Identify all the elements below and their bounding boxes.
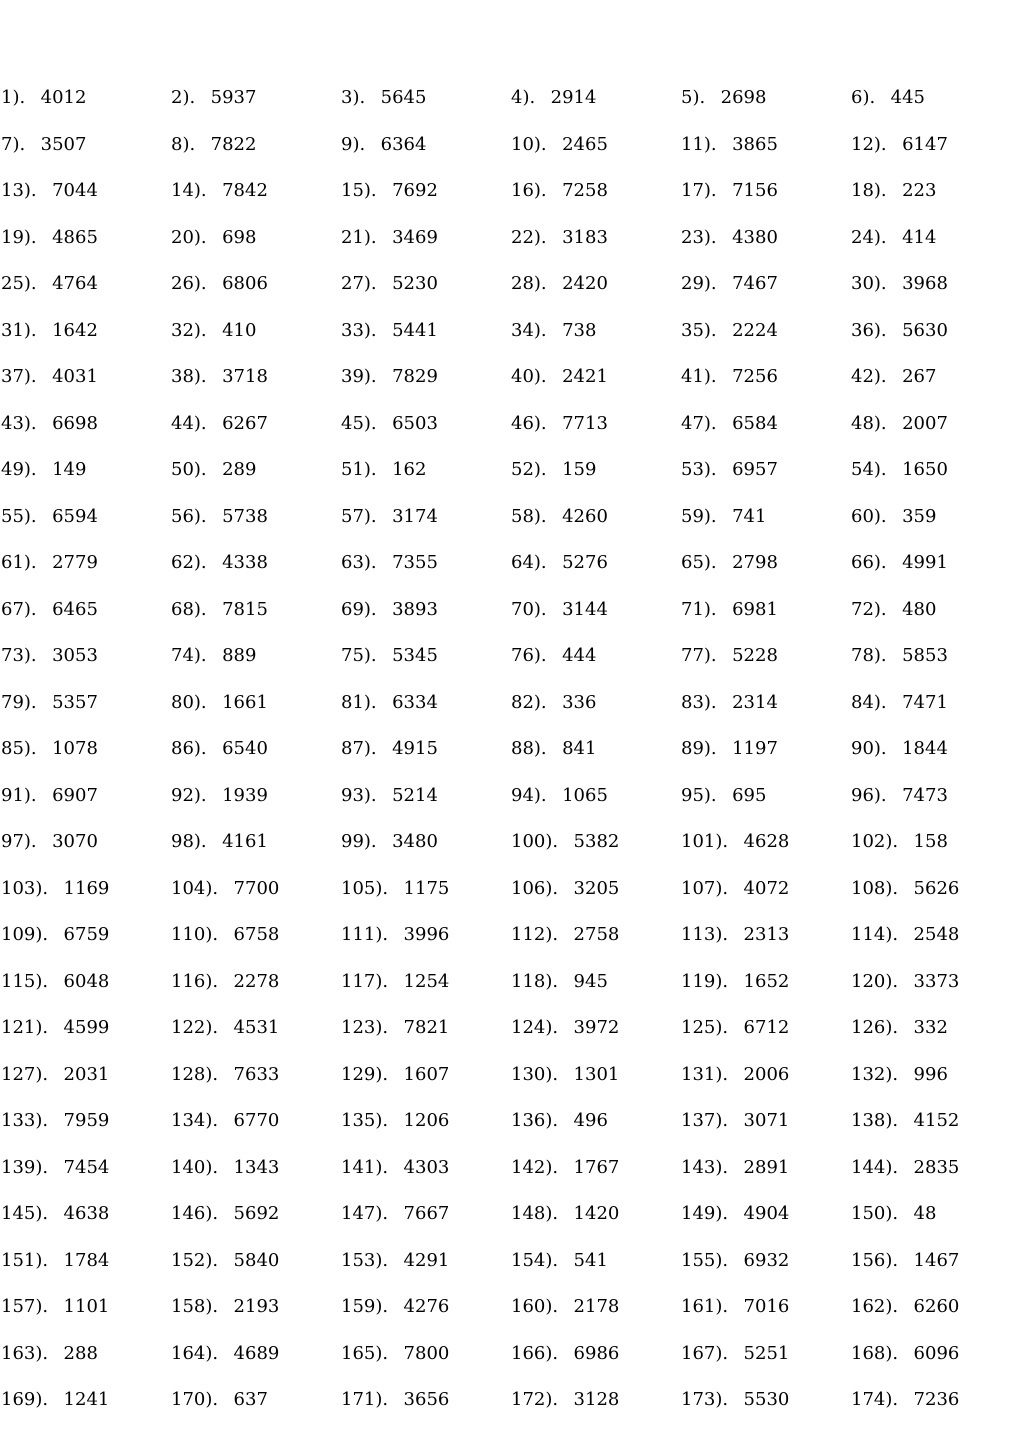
list-item: 44). 6267 (171, 412, 268, 434)
list-item: 90). 1844 (851, 738, 948, 759)
list-item: 16). 7258 (511, 180, 608, 201)
list-item: 123). 7821 (341, 1017, 450, 1038)
list-item: 65). 2798 (681, 552, 778, 573)
list-item: 41). 7256 (681, 366, 778, 387)
list-item: 28). 2420 (511, 273, 608, 294)
list-item: 105). 1175 (341, 877, 450, 899)
list-item: 143). 2891 (681, 1156, 790, 1178)
list-item: 25). 4764 (1, 273, 98, 294)
list-item: 51). 162 (341, 459, 427, 480)
list-item: 47). 6584 (681, 412, 778, 434)
list-item: 66). 4991 (851, 552, 948, 573)
list-item: 159). 4276 (341, 1296, 450, 1317)
list-item: 18). 223 (851, 180, 937, 201)
list-item: 146). 5692 (171, 1203, 280, 1224)
list-item: 31). 1642 (1, 319, 98, 341)
list-item: 68). 7815 (171, 598, 268, 620)
list-item: 112). 2758 (511, 924, 620, 945)
list-item: 80). 1661 (171, 691, 268, 713)
list-item: 84). 7471 (851, 691, 948, 713)
list-item: 11). 3865 (681, 133, 778, 155)
list-item: 172). 3128 (511, 1389, 620, 1410)
list-item: 70). 3144 (511, 598, 608, 620)
list-item: 162). 6260 (851, 1296, 960, 1317)
list-item: 86). 6540 (171, 738, 268, 759)
list-item: 100). 5382 (511, 831, 620, 852)
list-item: 120). 3373 (851, 970, 960, 992)
list-item: 154). 541 (511, 1249, 608, 1271)
list-item: 2). 5937 (171, 87, 257, 108)
list-item: 50). 289 (171, 459, 257, 480)
list-item: 138). 4152 (851, 1110, 960, 1131)
list-item: 12). 6147 (851, 133, 948, 155)
list-item: 83). 2314 (681, 691, 778, 713)
list-item: 32). 410 (171, 319, 257, 341)
list-item: 164). 4689 (171, 1342, 280, 1364)
list-item: 168). 6096 (851, 1342, 960, 1364)
list-item: 124). 3972 (511, 1017, 620, 1038)
list-item: 87). 4915 (341, 738, 438, 759)
list-item: 1). 4012 (1, 87, 87, 108)
list-item: 57). 3174 (341, 505, 438, 527)
list-item: 55). 6594 (1, 505, 98, 527)
list-item: 156). 1467 (851, 1249, 960, 1271)
list-item: 136). 496 (511, 1110, 608, 1131)
list-item: 7). 3507 (1, 133, 87, 155)
list-item: 58). 4260 (511, 505, 608, 527)
list-item: 77). 5228 (681, 645, 778, 666)
list-item: 40). 2421 (511, 366, 608, 387)
list-item: 75). 5345 (341, 645, 438, 666)
list-item: 69). 3893 (341, 598, 438, 620)
list-item: 141). 4303 (341, 1156, 450, 1178)
list-item: 94). 1065 (511, 784, 608, 806)
list-item: 160). 2178 (511, 1296, 620, 1317)
list-item: 46). 7713 (511, 412, 608, 434)
list-item: 81). 6334 (341, 691, 438, 713)
list-item: 85). 1078 (1, 738, 98, 759)
list-item: 166). 6986 (511, 1342, 620, 1364)
list-item: 76). 444 (511, 645, 597, 666)
list-item: 170). 637 (171, 1389, 268, 1410)
list-item: 131). 2006 (681, 1063, 790, 1085)
list-item: 157). 1101 (1, 1296, 110, 1317)
list-item: 13). 7044 (1, 180, 98, 201)
list-item: 35). 2224 (681, 319, 778, 341)
list-item: 149). 4904 (681, 1203, 790, 1224)
list-item: 116). 2278 (171, 970, 280, 992)
list-item: 126). 332 (851, 1017, 948, 1038)
list-item: 17). 7156 (681, 180, 778, 201)
list-item: 114). 2548 (851, 924, 960, 945)
list-item: 106). 3205 (511, 877, 620, 899)
list-item: 34). 738 (511, 319, 597, 341)
list-item: 10). 2465 (511, 133, 608, 155)
list-item: 130). 1301 (511, 1063, 620, 1085)
list-item: 49). 149 (1, 459, 87, 480)
list-item: 155). 6932 (681, 1249, 790, 1271)
list-item: 48). 2007 (851, 412, 948, 434)
list-item: 91). 6907 (1, 784, 98, 806)
list-item: 102). 158 (851, 831, 948, 852)
list-item: 73). 3053 (1, 645, 98, 666)
list-item: 21). 3469 (341, 226, 438, 248)
list-item: 52). 159 (511, 459, 597, 480)
list-item: 22). 3183 (511, 226, 608, 248)
list-item: 110). 6758 (171, 924, 280, 945)
list-item: 20). 698 (171, 226, 257, 248)
list-item: 74). 889 (171, 645, 257, 666)
list-item: 107). 4072 (681, 877, 790, 899)
list-item: 53). 6957 (681, 459, 778, 480)
list-item: 135). 1206 (341, 1110, 450, 1131)
list-item: 92). 1939 (171, 784, 268, 806)
list-item: 171). 3656 (341, 1389, 450, 1410)
list-item: 67). 6465 (1, 598, 98, 620)
list-item: 101). 4628 (681, 831, 790, 852)
list-item: 79). 5357 (1, 691, 98, 713)
list-item: 134). 6770 (171, 1110, 280, 1131)
list-item: 33). 5441 (341, 319, 438, 341)
list-item: 125). 6712 (681, 1017, 790, 1038)
list-item: 169). 1241 (1, 1389, 110, 1410)
list-item: 14). 7842 (171, 180, 268, 201)
list-item: 82). 336 (511, 691, 597, 713)
list-item: 144). 2835 (851, 1156, 960, 1178)
list-item: 127). 2031 (1, 1063, 110, 1085)
list-item: 71). 6981 (681, 598, 778, 620)
list-item: 104). 7700 (171, 877, 280, 899)
list-item: 128). 7633 (171, 1063, 280, 1085)
list-item: 56). 5738 (171, 505, 268, 527)
list-item: 60). 359 (851, 505, 937, 527)
number-list-grid (1, 83, 1011, 1432)
list-item: 108). 5626 (851, 877, 960, 899)
list-item: 145). 4638 (1, 1203, 110, 1224)
list-item: 173). 5530 (681, 1389, 790, 1410)
list-item: 9). 6364 (341, 133, 427, 155)
list-item: 63). 7355 (341, 552, 438, 573)
list-item: 42). 267 (851, 366, 937, 387)
list-item: 95). 695 (681, 784, 767, 806)
list-item: 163). 288 (1, 1342, 98, 1364)
list-item: 174). 7236 (851, 1389, 960, 1410)
list-item: 19). 4865 (1, 226, 98, 248)
list-item: 98). 4161 (171, 831, 268, 852)
list-item: 30). 3968 (851, 273, 948, 294)
list-item: 8). 7822 (171, 133, 257, 155)
list-item: 167). 5251 (681, 1342, 790, 1364)
list-item: 147). 7667 (341, 1203, 450, 1224)
list-item: 153). 4291 (341, 1249, 450, 1271)
list-item: 3). 5645 (341, 87, 427, 108)
list-item: 61). 2779 (1, 552, 98, 573)
list-item: 99). 3480 (341, 831, 438, 852)
list-item: 133). 7959 (1, 1110, 110, 1131)
list-item: 24). 414 (851, 226, 937, 248)
list-item: 129). 1607 (341, 1063, 450, 1085)
list-item: 113). 2313 (681, 924, 790, 945)
list-item: 78). 5853 (851, 645, 948, 666)
list-item: 72). 480 (851, 598, 937, 620)
list-item: 64). 5276 (511, 552, 608, 573)
list-item: 59). 741 (681, 505, 767, 527)
list-item: 88). 841 (511, 738, 597, 759)
list-item: 43). 6698 (1, 412, 98, 434)
list-item: 103). 1169 (1, 877, 110, 899)
list-item: 109). 6759 (1, 924, 110, 945)
list-item: 45). 6503 (341, 412, 438, 434)
list-item: 15). 7692 (341, 180, 438, 201)
list-item: 165). 7800 (341, 1342, 450, 1364)
list-item: 119). 1652 (681, 970, 790, 992)
list-item: 151). 1784 (1, 1249, 110, 1271)
list-item: 148). 1420 (511, 1203, 620, 1224)
list-item: 4). 2914 (511, 87, 597, 108)
list-item: 5). 2698 (681, 87, 767, 108)
list-item: 23). 4380 (681, 226, 778, 248)
list-item: 111). 3996 (341, 924, 450, 945)
list-item: 96). 7473 (851, 784, 948, 806)
list-item: 39). 7829 (341, 366, 438, 387)
list-item: 117). 1254 (341, 970, 450, 992)
list-item: 26). 6806 (171, 273, 268, 294)
list-item: 158). 2193 (171, 1296, 280, 1317)
list-item: 37). 4031 (1, 366, 98, 387)
list-item: 142). 1767 (511, 1156, 620, 1178)
list-item: 132). 996 (851, 1063, 948, 1085)
list-item: 137). 3071 (681, 1110, 790, 1131)
list-item: 62). 4338 (171, 552, 268, 573)
list-item: 29). 7467 (681, 273, 778, 294)
list-item: 38). 3718 (171, 366, 268, 387)
list-item: 27). 5230 (341, 273, 438, 294)
list-item: 36). 5630 (851, 319, 948, 341)
list-item: 150). 48 (851, 1203, 937, 1224)
list-item: 97). 3070 (1, 831, 98, 852)
list-item: 140). 1343 (171, 1156, 280, 1178)
list-item: 54). 1650 (851, 459, 948, 480)
list-item: 115). 6048 (1, 970, 110, 992)
list-item: 93). 5214 (341, 784, 438, 806)
list-item: 122). 4531 (171, 1017, 280, 1038)
list-item: 118). 945 (511, 970, 608, 992)
list-item: 121). 4599 (1, 1017, 110, 1038)
list-item: 89). 1197 (681, 738, 778, 759)
list-item: 139). 7454 (1, 1156, 110, 1178)
list-item: 152). 5840 (171, 1249, 280, 1271)
list-item: 161). 7016 (681, 1296, 790, 1317)
list-item: 6). 445 (851, 87, 925, 108)
